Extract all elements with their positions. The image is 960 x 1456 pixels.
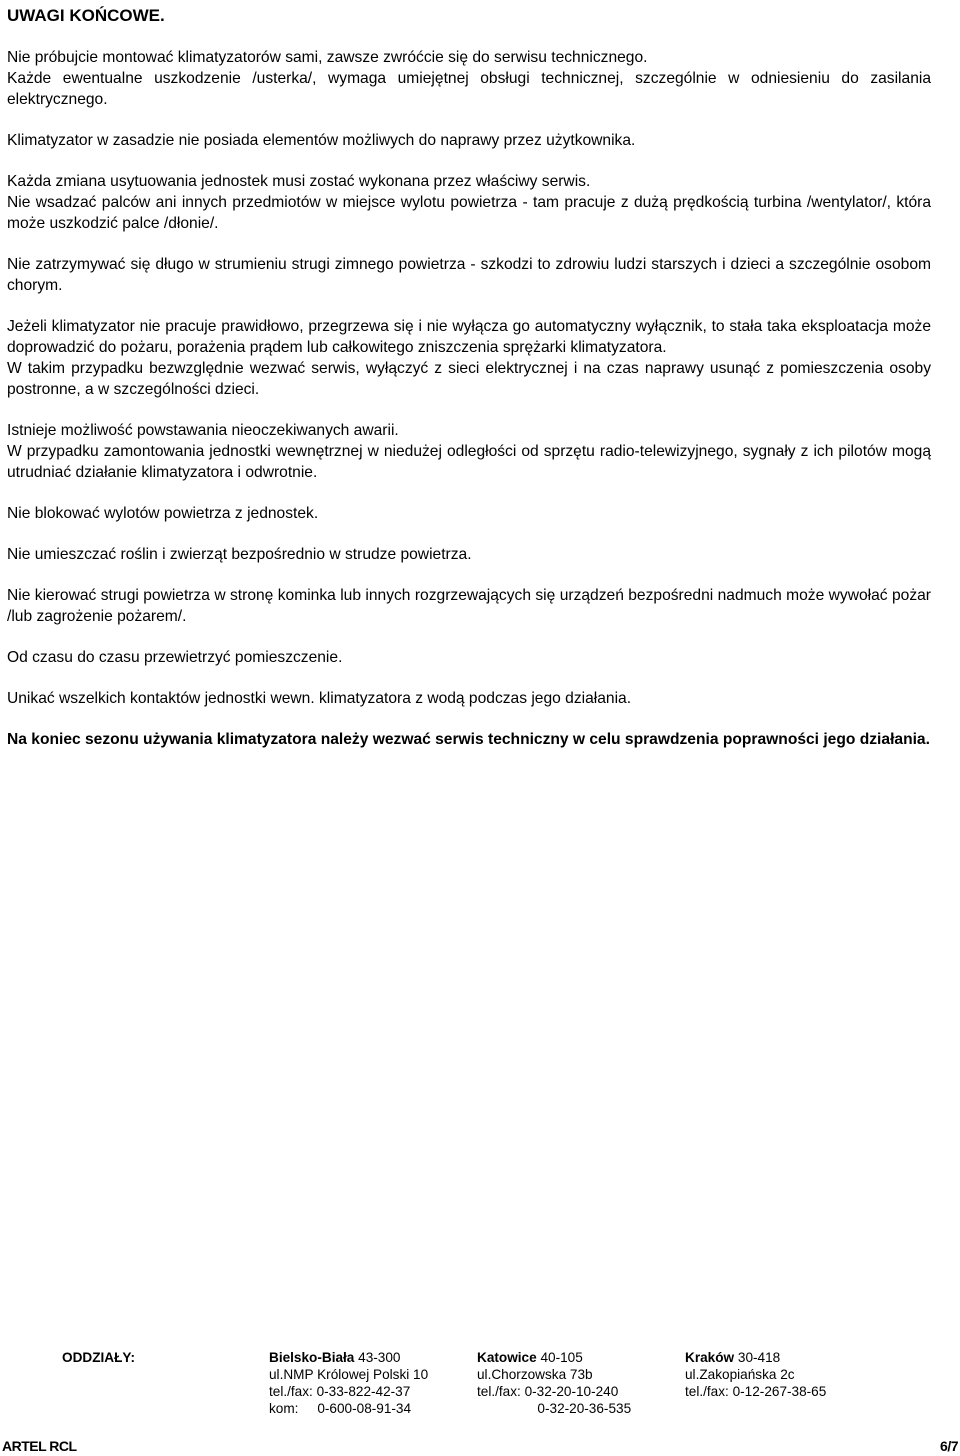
branch-bielsko-biala [269, 1349, 469, 1417]
page-title: UWAGI KOŃCOWE. [7, 6, 165, 25]
page-footer [0, 1437, 960, 1456]
paragraph-line: Jeżeli klimatyzator nie pracuje prawidłowo, przegrzewa się i nie wyłącza go automatyczny wyłącznik, to stała taka eksploatacja może doprowadzić do pożaru, porażenia prądem lub całkowitego zniszczenia sprężarki klimatyzatora. [7, 318, 931, 356]
footer-document-name: ARTEL RCL [2, 1438, 77, 1454]
paragraph-line: Nie próbujcie montować klimatyzatorów sami, zawsze zwróćcie się do serwisu technicznego. [7, 49, 648, 66]
branch-heading [477, 1349, 677, 1366]
branch-city: Kraków [685, 1350, 735, 1365]
paragraph-line: Unikać wszelkich kontaktów jednostki wewn. klimatyzatora z wodą podczas jego działania. [7, 690, 632, 707]
branches-section [0, 1349, 960, 1419]
branch-postcode: 40-105 [536, 1350, 583, 1365]
document-body [7, 6, 931, 770]
paragraph [7, 254, 931, 296]
branch-postcode: 43-300 [354, 1350, 401, 1365]
branch-krakow [685, 1349, 885, 1400]
paragraph [7, 171, 931, 234]
branch-city: Katowice [477, 1350, 537, 1365]
paragraph-line: Nie wsadzać palców ani innych przedmiotów w miejsce wylotu powietrza - tam pracuje z dużą prędkością turbina /wentylator/, która może uszkodzić palce /dłonie/. [7, 194, 931, 232]
paragraph-line: Od czasu do czasu przewietrzyć pomieszczenie. [7, 649, 343, 666]
paragraph-line: Istnieje możliwość powstawania nieoczekiwanych awarii. [7, 422, 399, 439]
branch-line: 0-32-20-36-535 [477, 1401, 632, 1416]
paragraph [7, 47, 931, 110]
paragraph-line: Każde ewentualne uszkodzenie /usterka/, wymaga umiejętnej obsługi technicznej, szczególnie w odniesieniu do zasilania elektrycznego. [7, 70, 931, 108]
branches-label: ODDZIAŁY: [62, 1350, 135, 1365]
branch-line: tel./fax: 0-33-822-42-37 [269, 1384, 411, 1399]
paragraph [7, 647, 931, 668]
paragraph [7, 503, 931, 524]
paragraph [7, 544, 931, 565]
branch-heading [685, 1349, 885, 1366]
closing-note-text: Na koniec sezonu używania klimatyzatora należy wezwać serwis techniczny w celu sprawdzenia poprawności jego działania. [7, 731, 930, 748]
branch-katowice [477, 1349, 677, 1417]
paragraph-line: Klimatyzator w zasadzie nie posiada elementów możliwych do naprawy przez użytkownika. [7, 132, 636, 149]
branch-line: kom: 0-600-08-91-34 [269, 1401, 412, 1416]
branch-line: ul.NMP Królowej Polski 10 [269, 1367, 429, 1382]
branch-line: tel./fax: 0-32-20-10-240 [477, 1384, 619, 1399]
paragraph [7, 688, 931, 709]
paragraph-line: Każda zmiana usytuowania jednostek musi zostać wykonana przez właściwy serwis. [7, 173, 591, 190]
page-number: 6/7 [940, 1438, 958, 1454]
branch-postcode: 30-418 [734, 1350, 781, 1365]
branch-line: ul.Zakopiańska 2c [685, 1367, 795, 1382]
paragraph [7, 585, 931, 627]
paragraph-line: Nie zatrzymywać się długo w strumieniu strugi zimnego powietrza - szkodzi to zdrowiu ludzi starszych i dzieci a szczególnie osobom chorym. [7, 256, 931, 294]
closing-note [7, 729, 931, 750]
paragraph-line: W takim przypadku bezwzględnie wezwać serwis, wyłączyć z sieci elektrycznej i na czas naprawy usunąć z pomieszczenia osoby postronne, a w szczególności dzieci. [7, 360, 931, 398]
branch-city: Bielsko-Biała [269, 1350, 355, 1365]
paragraph-line: Nie umieszczać roślin i zwierząt bezpośrednio w strudze powietrza. [7, 546, 472, 563]
paragraph [7, 130, 931, 151]
branch-heading [269, 1349, 469, 1366]
branch-line: ul.Chorzowska 73b [477, 1367, 593, 1382]
paragraph [7, 420, 931, 483]
paragraph-line: Nie kierować strugi powietrza w stronę kominka lub innych rozgrzewających się urządzeń bezpośredni nadmuch może wywołać pożar /lub zagrożenie pożarem/. [7, 587, 931, 625]
paragraph [7, 316, 931, 400]
branch-line: tel./fax: 0-12-267-38-65 [685, 1384, 827, 1399]
paragraph-line: W przypadku zamontowania jednostki wewnętrznej w niedużej odległości od sprzętu radio-telewizyjnego, sygnały z ich pilotów mogą utrudniać działanie klimatyzatora i odwrotnie. [7, 443, 931, 481]
paragraph-line: Nie blokować wylotów powietrza z jednostek. [7, 505, 319, 522]
